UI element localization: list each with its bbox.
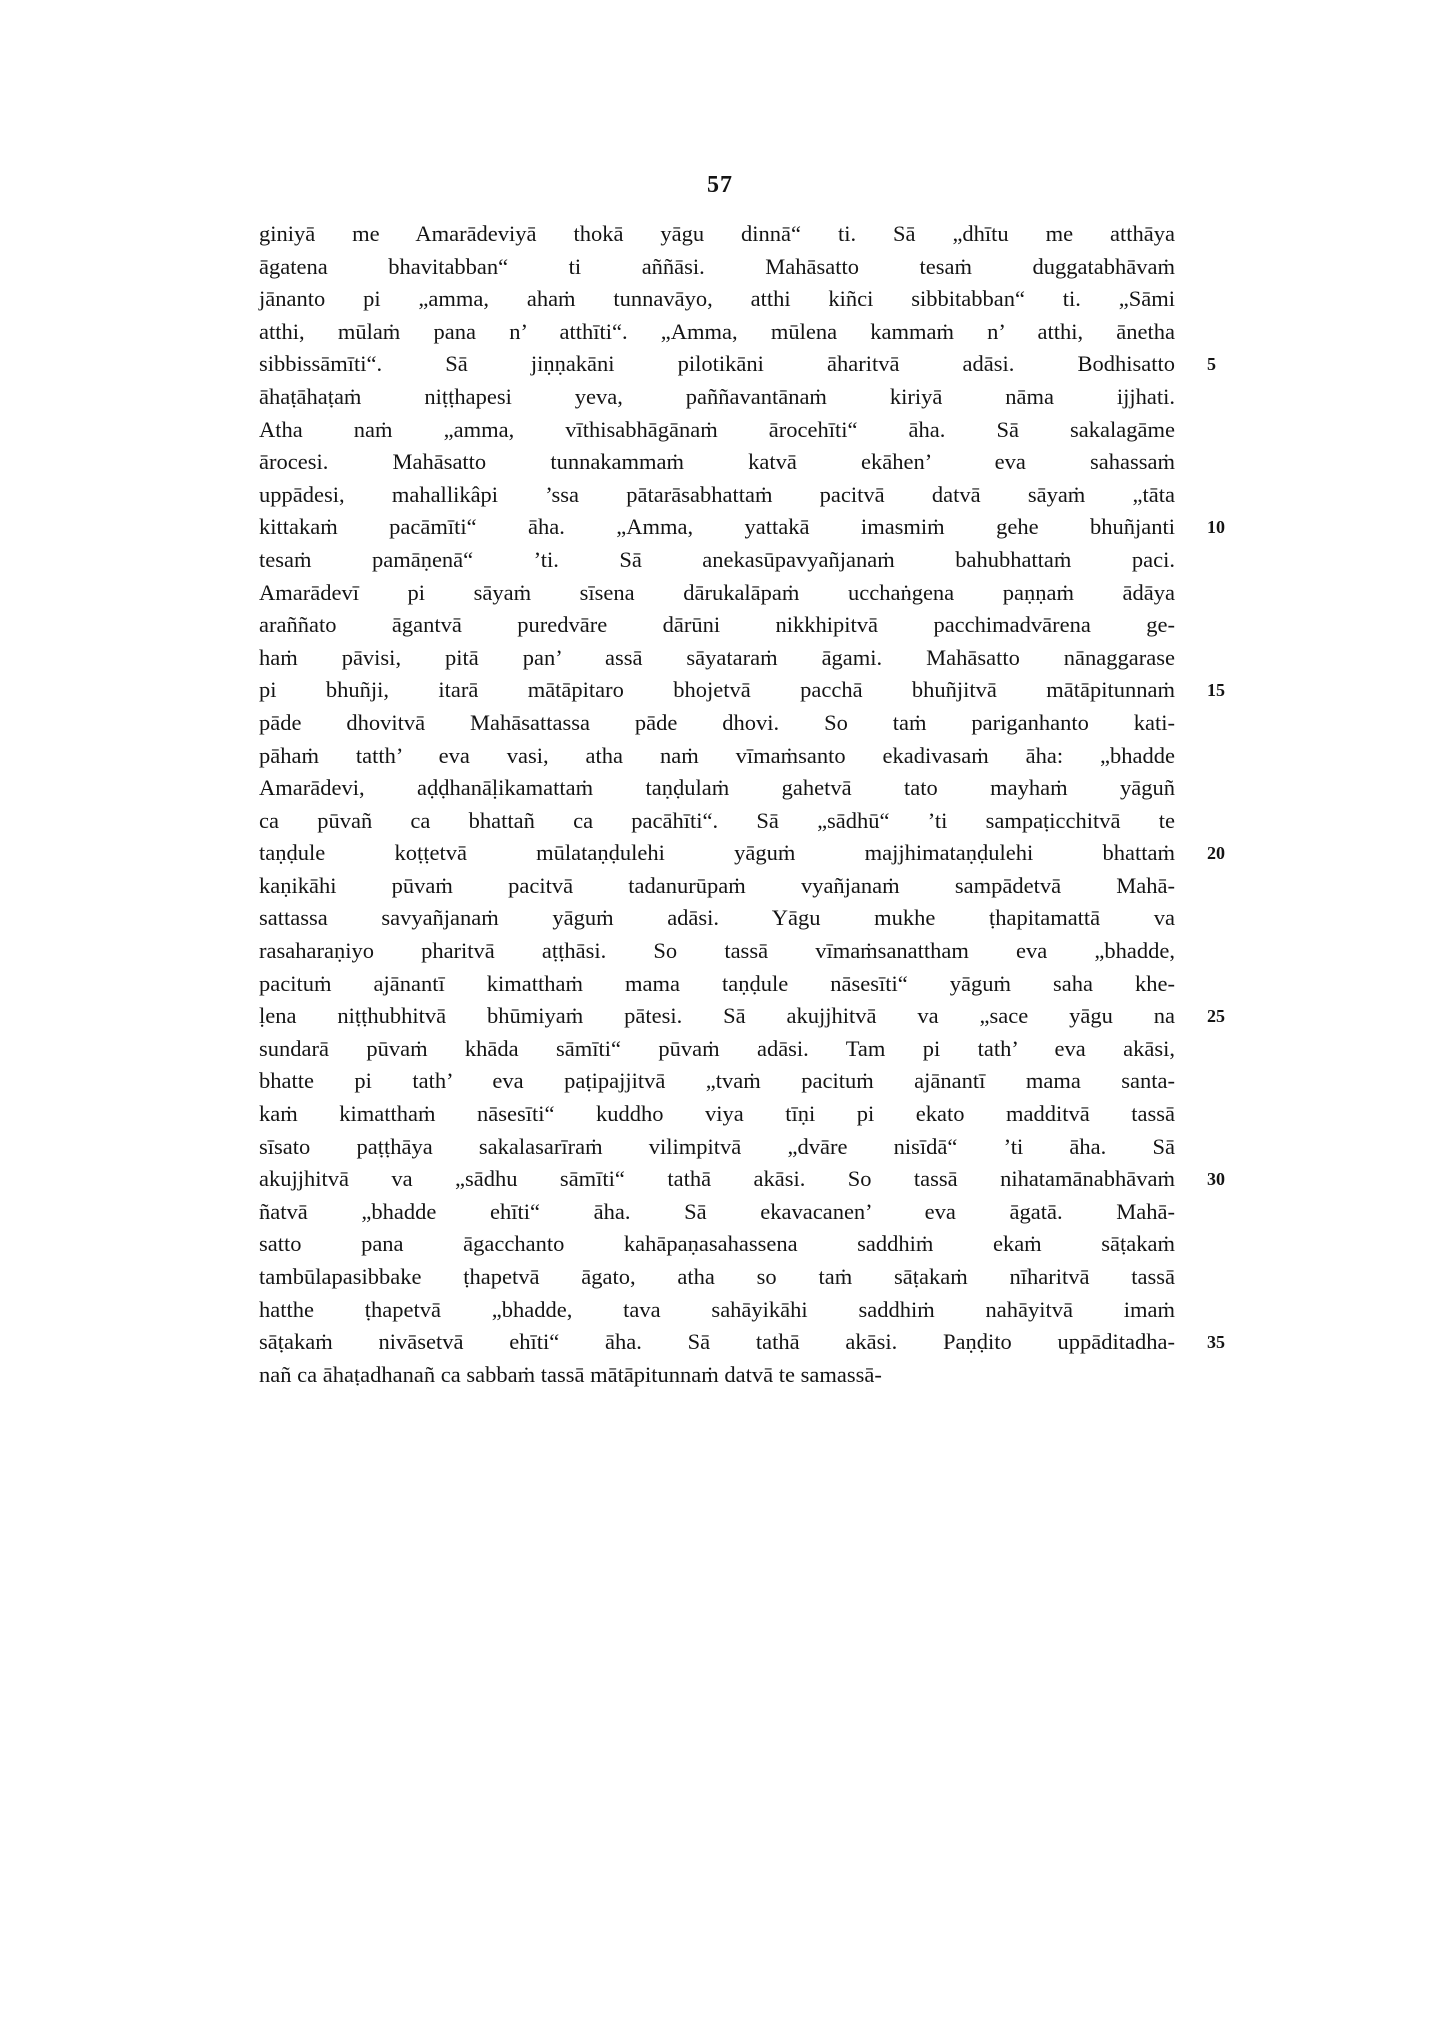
text-line: [259, 1228, 1175, 1261]
line-text: Amarādevi, aḍḍhanāḷikamattaṁ taṇḍulaṁ gahetvā tato mayhaṁ yāguñ: [259, 775, 1175, 801]
line-text: āgatena bhavitabban“ ti aññāsi. Mahāsatto tesaṁ duggatabhāvaṁ: [259, 253, 1175, 279]
line-text: nañ ca āhaṭadhanañ ca sabbaṁ tassā mātāpitunnaṁ datvā te samassā-: [259, 1361, 882, 1387]
text-line: [259, 1098, 1175, 1131]
text-line: [259, 1131, 1175, 1164]
text-line: [259, 1196, 1175, 1229]
text-line: [259, 218, 1175, 251]
line-text: haṁ pāvisi, pitā pan’ assā sāyataraṁ āgami. Mahāsatto nānaggarase: [259, 644, 1175, 670]
line-text: ḷena niṭṭhubhitvā bhūmiyaṁ pātesi. Sā akujjhitvā va „sace yāgu na: [259, 1003, 1175, 1029]
text-line: [259, 902, 1175, 935]
line-text: tesaṁ pamāṇenā“ ’ti. Sā anekasūpavyañjanaṁ bahubhattaṁ paci.: [259, 546, 1175, 572]
line-number: 30: [1207, 1169, 1225, 1190]
line-text: Amarādevī pi sāyaṁ sīsena dārukalāpaṁ ucchaṅgena paṇṇaṁ ādāya: [259, 579, 1175, 605]
text-line: [259, 674, 1225, 707]
text-line: [259, 1163, 1225, 1196]
line-text: bhatte pi tath’ eva paṭipajjitvā „tvaṁ pacituṁ ajānantī mama santa-: [259, 1068, 1175, 1094]
text-line: [259, 772, 1175, 805]
text-line: [259, 1065, 1175, 1098]
line-text: ca pūvañ ca bhattañ ca pacāhīti“. Sā „sādhū“ ’ti sampaṭicchitvā te: [259, 807, 1175, 833]
text-line: [259, 446, 1175, 479]
line-text: taṇḍule koṭṭetvā mūlataṇḍulehi yāguṁ majjhimataṇḍulehi bhattaṁ: [259, 840, 1175, 866]
line-text: giniyā me Amarādeviyā thokā yāgu dinnā“ ti. Sā „dhītu me atthāya: [259, 221, 1175, 246]
text-line: [259, 544, 1175, 577]
text-line: [259, 870, 1175, 903]
line-text: āhaṭāhaṭaṁ niṭṭhapesi yeva, paññavantānaṁ kiriyā nāma ijjhati.: [259, 383, 1175, 409]
line-text: kaṇikāhi pūvaṁ pacitvā tadanurūpaṁ vyañjanaṁ sampādetvā Mahā-: [259, 872, 1175, 898]
line-number: 5: [1207, 354, 1216, 375]
text-line: [259, 511, 1225, 544]
line-number: 25: [1207, 1006, 1225, 1027]
text-line: [259, 283, 1175, 316]
line-text: ārocesi. Mahāsatto tunnakammaṁ katvā ekāhen’ eva sahassaṁ: [259, 449, 1175, 475]
text-line: [259, 348, 1216, 381]
line-text: pi bhuñji, itarā mātāpitaro bhojetvā pacchā bhuñjitvā mātāpitunnaṁ: [259, 677, 1175, 703]
page-number: 57: [707, 172, 733, 198]
line-text: uppādesi, mahallikâpi ’ssa pātarāsabhattaṁ pacitvā datvā sāyaṁ „tāta: [259, 481, 1175, 507]
text-line: [259, 1033, 1175, 1066]
text-line: [259, 251, 1175, 284]
line-text: kittakaṁ pacāmīti“ āha. „Amma, yattakā imasmiṁ gehe bhuñjanti: [259, 514, 1175, 540]
text-line: [259, 414, 1175, 447]
line-number: 20: [1207, 843, 1225, 864]
text-line: [259, 1261, 1175, 1294]
line-text: satto pana āgacchanto kahāpaṇasahassena saddhiṁ ekaṁ sāṭakaṁ: [259, 1231, 1175, 1257]
line-number: 15: [1207, 680, 1225, 701]
line-text: sibbissāmīti“. Sā jiṇṇakāni pilotikāni āharitvā adāsi. Bodhisatto: [259, 351, 1175, 377]
text-line: [259, 577, 1175, 610]
line-text: akujjhitvā va „sādhu sāmīti“ tathā akāsi. So tassā nihatamānabhāvaṁ: [259, 1166, 1175, 1192]
line-text: rasaharaṇiyo pharitvā aṭṭhāsi. So tassā vīmaṁsanattham eva „bhadde,: [259, 938, 1175, 964]
text-line: [259, 316, 1175, 349]
line-number: 35: [1207, 1332, 1225, 1353]
line-text: sīsato paṭṭhāya sakalasarīraṁ vilimpitvā „dvāre nisīdā“ ’ti āha. Sā: [259, 1133, 1175, 1159]
text-line: [259, 968, 1175, 1001]
text-line: [259, 837, 1225, 870]
line-text: jānanto pi „amma, ahaṁ tunnavāyo, atthi kiñci sibbitabban“ ti. „Sāmi: [259, 286, 1175, 312]
text-line: [259, 642, 1175, 675]
line-text: atthi, mūlaṁ pana n’ atthīti“. „Amma, mūlena kammaṁ n’ atthi, ānetha: [259, 318, 1175, 344]
text-line: [259, 1000, 1225, 1033]
text-line: [259, 1326, 1225, 1359]
text-line: [259, 805, 1175, 838]
text-line: [259, 1294, 1175, 1327]
body-text: [259, 218, 1225, 1391]
text-line: [259, 1359, 1175, 1392]
text-line: [259, 609, 1175, 642]
line-text: ñatvā „bhadde ehīti“ āha. Sā ekavacanen’ eva āgatā. Mahā-: [259, 1198, 1175, 1224]
line-text: pacituṁ ajānantī kimatthaṁ mama taṇḍule nāsesīti“ yāguṁ saha khe-: [259, 970, 1175, 996]
line-text: araññato āgantvā puredvāre dārūni nikkhipitvā pacchimadvārena ge-: [259, 612, 1175, 638]
text-line: [259, 935, 1175, 968]
line-text: sāṭakaṁ nivāsetvā ehīti“ āha. Sā tathā akāsi. Paṇḍito uppāditadha-: [259, 1329, 1175, 1355]
line-text: Atha naṁ „amma, vīthisabhāgānaṁ ārocehīti“ āha. Sā sakalagāme: [259, 416, 1175, 442]
line-text: sattassa savyañjanaṁ yāguṁ adāsi. Yāgu mukhe ṭhapitamattā va: [259, 905, 1175, 931]
line-text: kaṁ kimatthaṁ nāsesīti“ kuddho viya tīṇi pi ekato madditvā tassā: [259, 1101, 1175, 1127]
line-text: sundarā pūvaṁ khāda sāmīti“ pūvaṁ adāsi. Tam pi tath’ eva akāsi,: [259, 1035, 1175, 1061]
line-text: hatthe ṭhapetvā „bhadde, tava sahāyikāhi saddhiṁ nahāyitvā imaṁ: [259, 1296, 1175, 1322]
line-number: 10: [1207, 517, 1225, 538]
text-line: [259, 707, 1175, 740]
text-line: [259, 381, 1175, 414]
line-text: pāhaṁ tatth’ eva vasi, atha naṁ vīmaṁsanto ekadivasaṁ āha: „bhadde: [259, 742, 1175, 768]
text-line: [259, 479, 1175, 512]
text-line: [259, 740, 1175, 773]
line-text: pāde dhovitvā Mahāsattassa pāde dhovi. So taṁ pariganhanto kati-: [259, 709, 1175, 735]
line-text: tambūlapasibbake ṭhapetvā āgato, atha so taṁ sāṭakaṁ nīharitvā tassā: [259, 1264, 1175, 1289]
